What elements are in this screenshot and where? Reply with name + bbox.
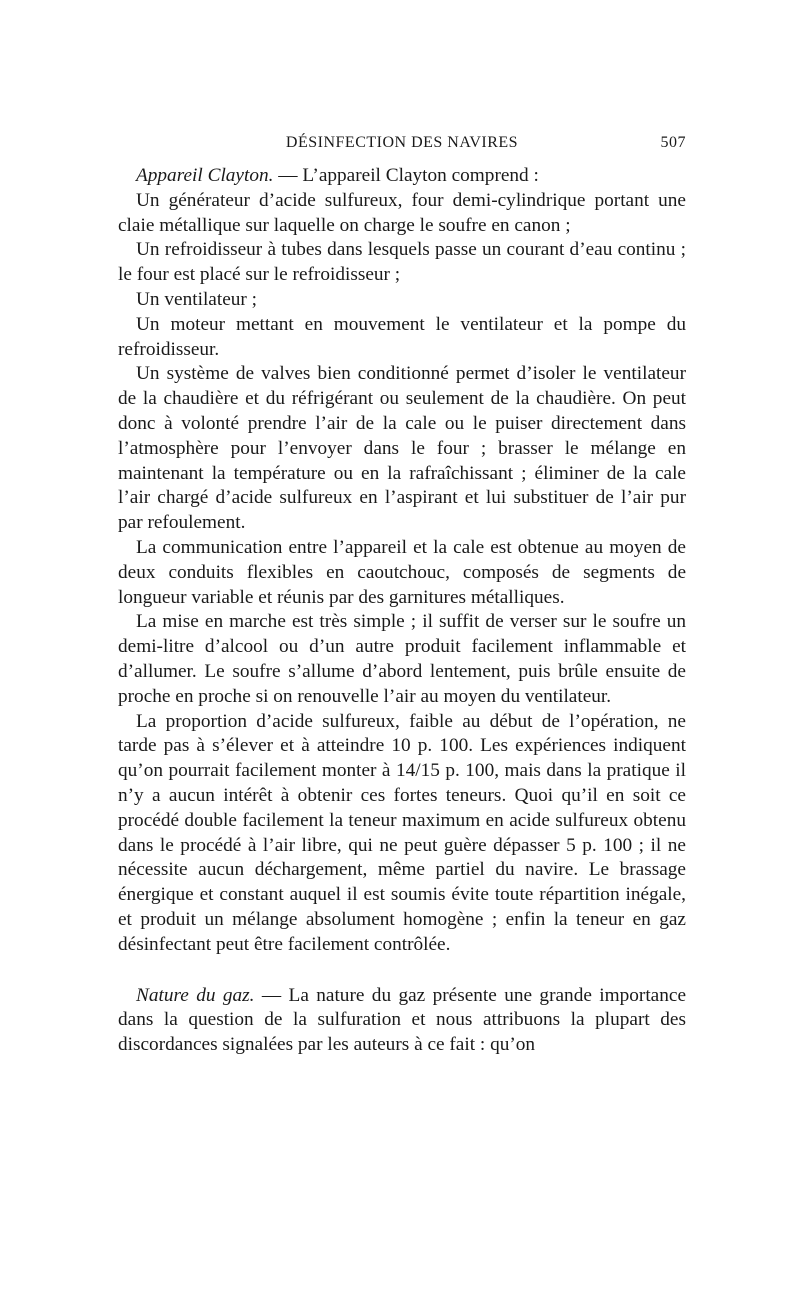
book-page	[118, 134, 686, 1058]
paragraph-mise-en-marche: La mise en marche est très simple ; il suffit de verser sur le soufre un demi-litre d’alcool ou d’un autre produit facilement inflammable et d’allumer. Le soufre s’allume d’abord lentement, puis brûle ensuite de proche en proche si on renouvelle l’air au moyen du ventilateur.	[118, 611, 686, 707]
page-number: 507	[660, 134, 686, 151]
paragraph-generateur: Un générateur d’acide sulfureux, four demi-cylindrique portant une claie métallique sur laquelle on charge le soufre en canon ;	[118, 189, 686, 236]
paragraph-proportion: La proportion d’acide sulfureux, faible au début de l’opération, ne tarde pas à s’élever et à atteindre 10 p. 100. Les expériences indiquent qu’on pourrait facilement monter à 14/15 p. 100, mais dans la pratique il n’y a aucun intérêt à obtenir ces fortes teneurs. Quoi qu’il en soit ce procédé double facilement la teneur maximum en acide sulfureux obtenu dans le procédé à l’air libre, qui ne peut guère dépasser 5 p. 100 ; il ne nécessite aucun déchargement, même partiel du navire. Le brassage énergique et constant auquel il est soumis évite toute répartition inégale, et produit un mélange absolument homogène ; enfin la teneur en gaz désinfectant peut être facilement contrôlée.	[118, 710, 686, 955]
body-text	[118, 164, 686, 1058]
paragraph-lead-italic: Appareil Clayton.	[136, 165, 274, 186]
running-title: DÉSINFECTION DES NAVIRES	[285, 134, 519, 151]
running-header	[118, 134, 686, 160]
paragraph-nature-du-gaz	[118, 984, 686, 1058]
paragraph-ventilateur: Un ventilateur ;	[136, 288, 258, 310]
paragraph-moteur: Un moteur mettant en mouvement le ventilateur et la pompe du refroidisseur.	[118, 313, 686, 360]
paragraph-appareil-clayton	[118, 164, 686, 189]
paragraph-systeme-valves: Un système de valves bien conditionné permet d’isoler le ventilateur de la chaudière et du réfrigérant ou seulement de la chaudière. On peut donc à volonté prendre l’air de la cale ou le puiser directement dans l’atmosphère pour l’envoyer dans le four ; brasser le mélange en maintenant la température ou en la rafraîchissant ; éliminer de la cale l’air chargé d’acide sulfureux en l’aspirant et lui substituer de l’air pur par refoulement.	[118, 363, 686, 534]
paragraph-communication: La communication entre l’appareil et la cale est obtenue au moyen de deux conduits flexibles en caoutchouc, composés de segments de longueur variable et réunis par des garnitures métalliques.	[118, 536, 686, 608]
paragraph-refroidisseur: Un refroidisseur à tubes dans lesquels passe un courant d’eau continu ; le four est placé sur le refroidisseur ;	[118, 239, 686, 286]
paragraph-text: — La nature du gaz présente une grande importance dans la question de la sulfuration et nous attribuons la plupart des discordances signalées par les auteurs à ce fait : qu’on	[118, 984, 686, 1056]
paragraph-lead-italic: Nature du gaz.	[136, 984, 255, 1006]
paragraph-text: — L’appareil Clayton comprend :	[273, 165, 539, 186]
